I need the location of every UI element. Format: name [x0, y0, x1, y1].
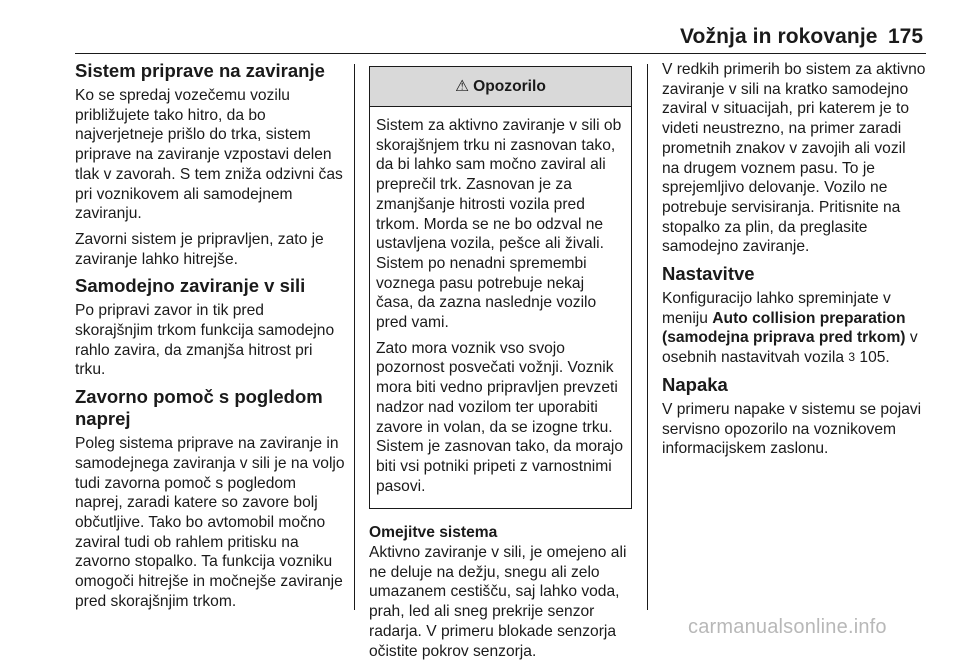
- paragraph-auto-emergency-braking: Po pripravi zavor in tik pred skorajšnjim trkom funkcija samodejno rahlo zavira, da zmanjša hitrost pri trku.: [75, 302, 335, 379]
- paragraph-settings: [662, 289, 926, 368]
- paragraph-brake-preparation: Ko se spredaj vozečemu vozilu približujete tako hitro, da bo najverjetneje prišlo do trka, sistem priprave na zaviranje vzpostavi delen tlak v zavorah. S tem zniža odzivni čas pri voznikovem ali samodejnem zaviranju.: [75, 87, 343, 223]
- heading-system-limits: Omejitve sistema: [369, 524, 498, 542]
- warning-paragraph-1: Sistem za aktivno zaviranje v sili ob skorajšnjem trku ni zasnovan tako, da bi lahko sam močno zaviral ali preprečil trk. Zasnovan je za zmanjšanje hitrosti vozila pred trkom. Morda se ne bo odzval ne ustavljena vozila, pešce ali živali. Sistem po nenadni spremembi voznega pasu potrebuje nekaj časa, da zazna naslednje vozilo pred vami.: [376, 117, 622, 332]
- paragraph-fault: V primeru napake v sistemu se pojavi servisno opozorilo na voznikovem informacijskem zaslonu.: [662, 400, 922, 458]
- page-header-title: Vožnja in rokovanje: [680, 25, 878, 48]
- settings-menu-name: Auto collision preparation (samodejna priprava pred trkom): [662, 309, 906, 347]
- heading-fault: Napaka: [662, 373, 728, 395]
- column-3: [662, 60, 926, 465]
- warning-paragraph-2: Zato mora voznik vso svojo pozornost posvečati vožnji. Voznik mora biti vedno pripravljen prevzeti nadzor nad vozilom ter uporabiti zavore in volan, da se izogne trku. Sistem je zasnovan tako, da morajo biti vsi potniki pripeti z varnostnimi pasovi.: [376, 339, 624, 495]
- heading-auto-emergency-braking: Samodejno zaviranje v sili: [75, 275, 306, 297]
- paragraph-forward-brake-assist: Poleg sistema priprave na zaviranje in samodejnega zaviranja v sili je na voljo tudi zavorna pomoč s pogledom naprej, zaradi katere so zavore bolj občutljive. Tako bo avtomobil močno zaviral tudi ob rahlem pritisku na zavorno stopalko. Ta funkcija vozniku omogoči hitrejše in močnejše zaviranje pred skorajšnjim trkom.: [75, 435, 345, 610]
- warning-title: Opozorilo: [473, 77, 546, 95]
- column-divider-2: [647, 64, 648, 610]
- watermark: carmanualsonline.info: [688, 616, 887, 638]
- settings-text-pre: Konfiguracijo lahko spreminjate v meniju: [662, 290, 891, 327]
- header-divider: [75, 53, 926, 54]
- paragraph-system-limits: Aktivno zaviranje v sili, je omejeno ali ne deluje na dežju, snegu ali zelo umazanem cestišču, saj lahko voda, prah, led ali sneg prekrije senzor radarja. V primeru blokade senzorja očistite pokrov senzorja.: [369, 544, 627, 660]
- heading-brake-preparation: Sistem priprave na zaviranje: [75, 60, 325, 81]
- page-reference-arrow-icon: 3: [848, 350, 856, 365]
- warning-header: [370, 67, 631, 107]
- paragraph-brake-ready: Zavorni sistem je pripravljen, zato je zaviranje lahko hitrejše.: [75, 230, 324, 268]
- settings-text-mid: v osebnih nastavitvah vozila: [662, 329, 918, 367]
- warning-box: [369, 66, 632, 509]
- warning-body: [370, 107, 631, 508]
- column-divider-1: [354, 64, 355, 610]
- settings-page-ref: 105.: [855, 349, 890, 367]
- page-number: 175: [888, 25, 924, 48]
- column-2: [369, 60, 632, 667]
- heading-settings: Nastavitve: [662, 263, 755, 285]
- column-1: [75, 60, 345, 617]
- paragraph-false-activation: V redkih primerih bo sistem za aktivno zaviranje v sili na kratko samodejno zaviral v situacijah, pri katerem je to videti neustrezno, na primer zaradi prometnih znakov v zavojih ali vozil na drugem voznem pasu. To je sprejemljivo delovanje. Vozilo ne potrebuje servisiranja. Pritisnite na stopalko za plin, da preglasite samodejno zaviranje.: [662, 61, 926, 256]
- heading-forward-brake-assist: Zavorno pomoč s pogledom naprej: [75, 386, 323, 430]
- warning-triangle-icon: ⚠: [455, 77, 470, 95]
